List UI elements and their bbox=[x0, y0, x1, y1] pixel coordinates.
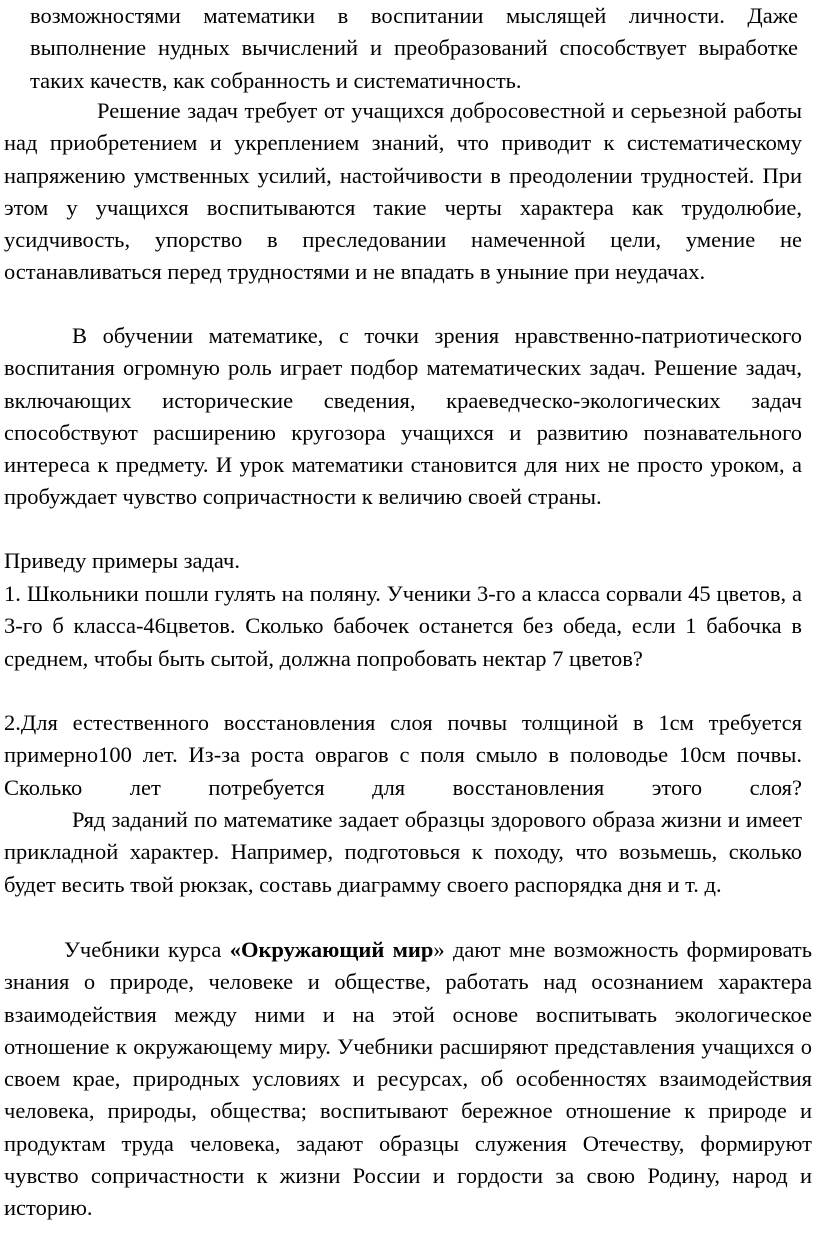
task-1: 1. Школьники пошли гулять на поляну. Ученики 3-го а класса сорвали 45 цветов, а 3-го б класса-46цветов. Сколько бабочек останется без обеда, если 1 бабочка в среднем, чтобы быть сытой, должна попробовать нектар 7 цветов? bbox=[4, 581, 802, 671]
task-2: 2.Для естественного восстановления слоя почвы толщиной в 1см требуется примерно100 лет. Из-за роста оврагов с поля смыло в половодье 10см почвы. Сколько лет потребуется для восстановления этого слоя? bbox=[4, 710, 802, 800]
textbook-title-bold: «Окружающий мир bbox=[229, 937, 434, 962]
paragraph-surrounding-world-start: Учебники курса bbox=[64, 937, 230, 962]
paragraph-problem-solving: Решение задач требует от учащихся добросовестной и серьезной работы над приобретением и укреплением знаний, что приводит к систематическому напряжению умственных усилий, настойчивости в преодолении трудностей. При этом у учащихся воспитываются такие черты характера как трудолюбие, усидчивость, упорство в преследовании намеченной цели, умение не останавливаться перед трудностями и не впадать в уныние при неудачах. bbox=[4, 98, 802, 285]
paragraph-intro-continuation: возможностями математики в воспитании мыслящей личности. Даже выполнение нудных вычислений и преобразований способствует выработке таких качеств, как собранность и систематичность. bbox=[30, 3, 798, 93]
paragraph-examples-intro: Приведу примеры задач. bbox=[4, 548, 240, 573]
paragraph-surrounding-world-rest: » дают мне возможность формировать знания о природе, человеке и обществе, работать над осознанием характера взаимодействия между ними и на этой основе воспитывать экологическое отношение к окружающему миру. Учебники расширяют представления учащихся о своем крае, природных условиях и ресурсах, об особенностях взаимодействия человека, природы, общества; воспитывают бережное отношение к природе и продуктам труда человека, задают образцы служения Отечеству, формируют чувство сопричастности к жизни России и гордости за свою Родину, народ и историю. bbox=[4, 937, 812, 1221]
paragraph-surrounding-world bbox=[4, 934, 812, 1225]
paragraph-healthy-lifestyle: Ряд заданий по математике задает образцы здорового образа жизни и имеет прикладной характер. Например, подготовься к походу, что возьмешь, сколько будет весить твой рюкзак, составь диаграмму своего распорядка дня и т. д. bbox=[4, 807, 802, 897]
paragraph-moral-patriotic: В обучении математике, с точки зрения нравственно-патриотического воспитания огромную роль играет подбор математических задач. Решение задач, включающих исторические сведения, краеведческо-экологических задач способствуют расширению кругозора учащихся и развитию познавательного интереса к предмету. И урок математики становится для них не просто уроком, а пробуждает чувство сопричастности к величию своей страны. bbox=[4, 323, 802, 510]
